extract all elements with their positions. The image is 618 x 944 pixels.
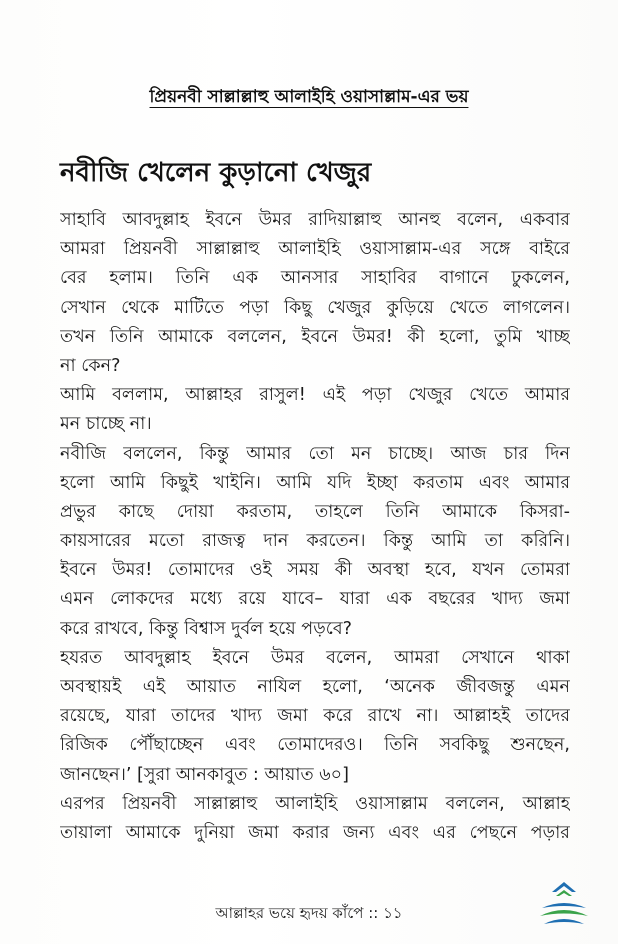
- text-line: নবীজি বললেন, কিন্তু আমার তো মন চাচ্ছে। আজ চার দিন: [60, 443, 570, 464]
- text-line: এমন লোকদের মধ্যে রয়ে যাবে– যারা এক বছরের খাদ্য জমা: [60, 589, 570, 610]
- text-line: আমি বললাম, আল্লাহর রাসুল! এই পড়া খেজুর খেতে আমার: [60, 385, 570, 406]
- running-header: [0, 84, 618, 112]
- text-line: কায়সারের মতো রাজত্ব দান করতেন। কিন্তু আমি তা করিনি।: [60, 531, 570, 552]
- text-line: অবস্থায়ই এই আয়াত নাযিল হলো, ‘অনেক জীবজন্তু এমন: [60, 677, 570, 697]
- text-line: তায়ালা আমাকে দুনিয়া জমা করার জন্য এবং এর পেছনে পড়ার: [60, 822, 570, 843]
- text-line: আমরা প্রিয়নবী সাল্লাল্লাহু আলাইহি ওয়াসাল্লাম-এর সঙ্গে বাইরে: [60, 239, 570, 260]
- text-line: বের হলাম। তিনি এক আনসার সাহাবির বাগানে ঢুকলেন,: [60, 268, 570, 289]
- text-line: প্রভুর কাছে দোয়া করতাম, তাহলে তিনি আমাকে কিসরা-: [60, 501, 570, 522]
- text-line: মন চাচ্ছে না।: [60, 414, 152, 435]
- text-line: সাহাবি আবদুল্লাহ ইবনে উমর রাদিয়াল্লাহু আনহু বলেন, একবার: [60, 210, 570, 230]
- text-line: জানছেন।’ [সুরা আনকাবুত : আয়াত ৬০]: [60, 764, 349, 785]
- text-line: ইবনে উমর! তোমাদের ওই সময় কী অবস্থা হবে, যখন তোমরা: [60, 560, 570, 581]
- text-line: রিজিক পৌঁছাচ্ছেন এবং তোমাদেরও। তিনি সবকিছু শুনছেন,: [60, 735, 570, 756]
- body-text: [60, 206, 570, 848]
- text-line: হযরত আবদুল্লাহ ইবনে উমর বলেন, আমরা সেখানে থাকা: [60, 647, 570, 668]
- text-line: এরপর প্রিয়নবী সাল্লাল্লাহু আলাইহি ওয়াসাল্লাম বললেন, আল্লাহ: [60, 793, 570, 814]
- publisher-logo-icon: [534, 878, 594, 930]
- text-line: রয়েছে, যারা তাদের খাদ্য জমা করে রাখে না। আল্লাহই তাদের: [60, 706, 570, 727]
- text-line: হলো আমি কিছুই খাইনি। আমি যদি ইচ্ছা করতাম এবং আমার: [60, 472, 570, 493]
- text-line: সেখান থেকে মাটিতে পড়া কিছু খেজুর কুড়িয়ে খেতে লাগলেন।: [60, 297, 570, 318]
- text-line: করে রাখবে, কিন্তু বিশ্বাস দুর্বল হয়ে পড়বে?: [60, 618, 352, 639]
- running-header-title: প্রিয়নবী সাল্লাল্লাহু আলাইহি ওয়াসাল্লাম-এর ভয়: [149, 87, 469, 107]
- text-line: তখন তিনি আমাকে বললেন, ইবনে উমর! কী হলো, তুমি খাচ্ছ: [60, 326, 570, 347]
- text-line: না কেন?: [60, 355, 121, 376]
- page-footer: আল্লাহর ভয়ে হৃদয় কাঁপে :: ১১: [215, 904, 403, 922]
- chapter-title: নবীজি খেলেন কুড়ানো খেজুর: [60, 158, 372, 188]
